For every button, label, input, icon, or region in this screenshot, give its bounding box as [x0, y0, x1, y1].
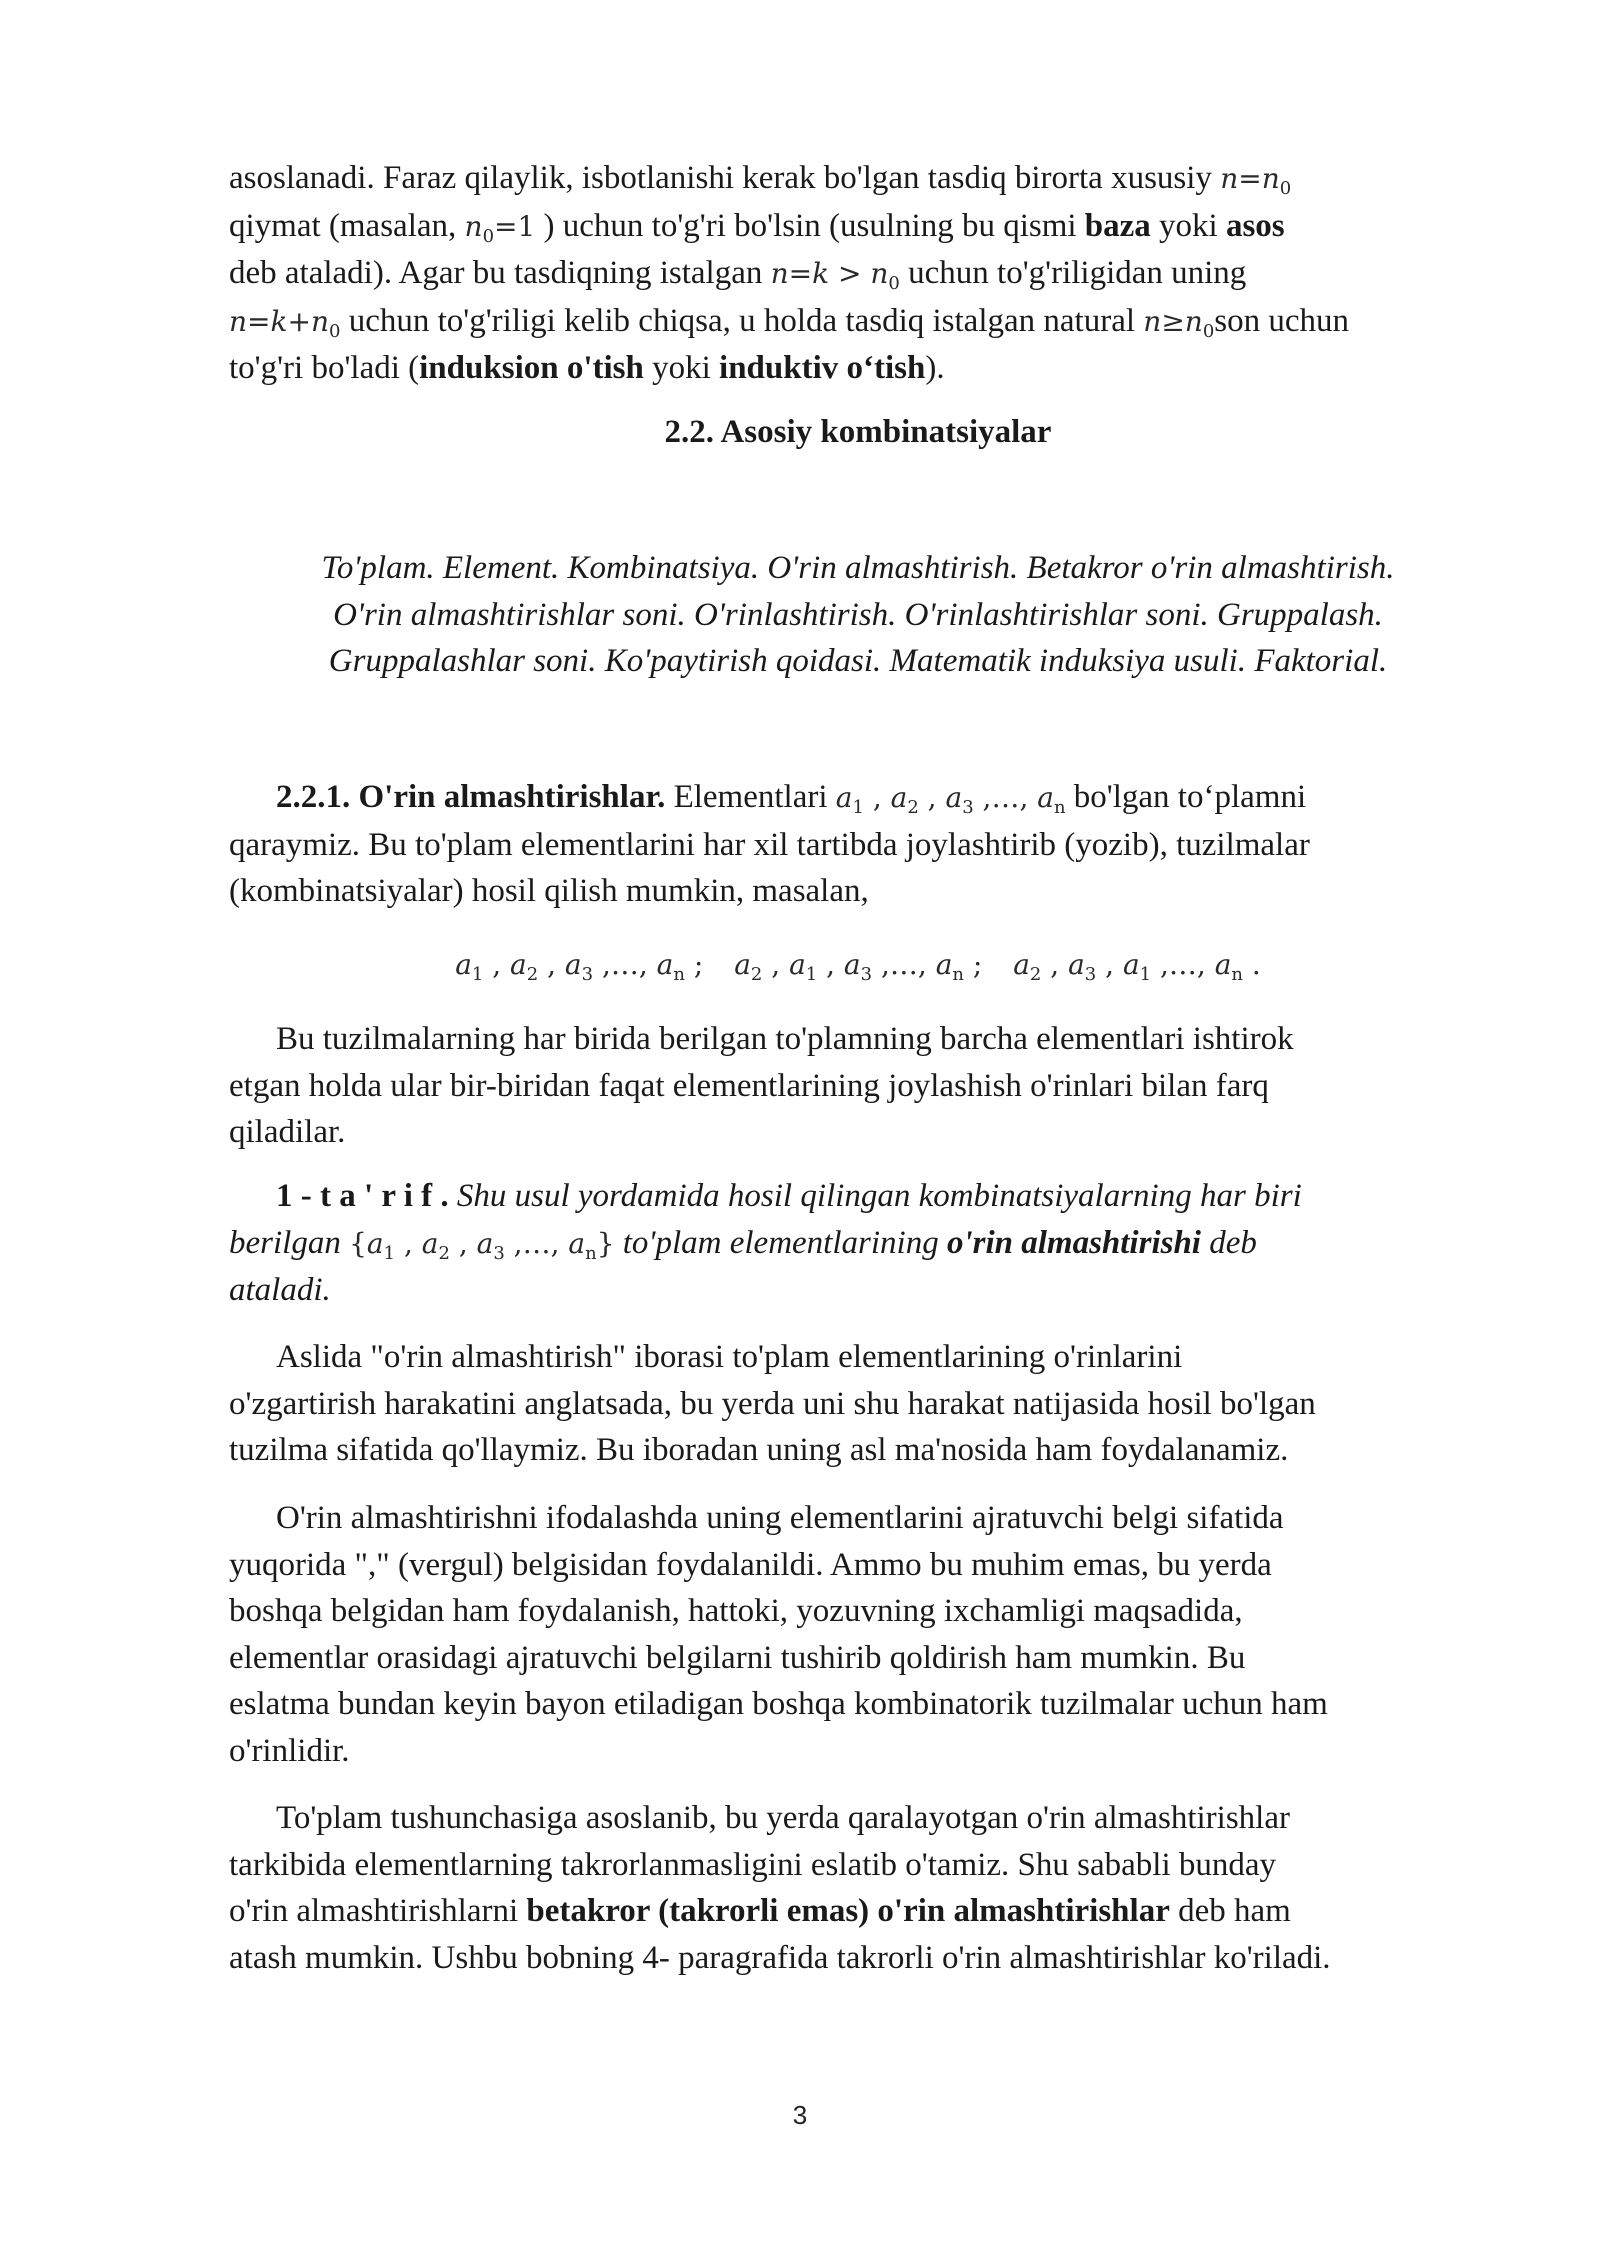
inline-math: $n=k > n_0$: [770, 257, 900, 294]
text-line: [229, 1381, 1487, 1428]
text-run: asoslanadi. Faraz qilaylik, isbotlanishi kerak bo'lgan tasdiq birorta xususiy: [229, 160, 1221, 196]
italic-text: to'plam elementlarining: [614, 1224, 947, 1261]
text-line: [229, 1795, 1487, 1842]
bold-term: 2.2.1. O'rin almashtirishlar.: [276, 779, 666, 815]
text-run: Aslida "o'rin almashtirish" iborasi to'plam elementlarining o'rinlarini: [276, 1339, 1183, 1375]
inline-math: $n=n_0$: [1220, 162, 1292, 199]
text-run: o'zgartirish harakatini anglatsada, bu yerda uni shu harakat natijasida hosil bo'lgan: [229, 1385, 1316, 1422]
text-line: [229, 1109, 1487, 1156]
text-run: boshqa belgidan ham foydalanish, hattoki, yozuvning ixchamligi maqsadida,: [229, 1593, 1243, 1629]
text-run: etgan holda ular bir-biridan faqat elementlarining joylashish o'rinlari bilan farq: [229, 1067, 1269, 1104]
text-line: [229, 1542, 1487, 1589]
text-line: [229, 1334, 1487, 1381]
separator-paragraph: [229, 1495, 1487, 1774]
text-run: atash mumkin. Ushbu bobning 4- paragrafida takrorli o'rin almashtirishlar ko'riladi.: [229, 1939, 1331, 1976]
text-line: [229, 1588, 1487, 1635]
text-line: [229, 1220, 1487, 1268]
page-number: 3: [792, 2100, 808, 2130]
text-line: [229, 1888, 1487, 1935]
bold-term: induktiv o‘tish: [719, 350, 926, 386]
text-run: O'rin almashtirishni ifodalashda uning elementlarini ajratuvchi belgi sifatida: [276, 1500, 1284, 1536]
text-line: [229, 774, 1487, 822]
italic-text: berilgan: [229, 1224, 350, 1261]
text-line: [229, 822, 1487, 869]
text-run: deb ham: [1169, 1893, 1291, 1929]
text-run: Bu tuzilmalarning har birida berilgan to'plamning barcha elementlari ishtirok: [276, 1021, 1294, 1057]
text-line: [229, 1173, 1487, 1220]
permutation-examples-formula: [229, 942, 1487, 990]
section-title: 2.2. Asosiy kombinatsiyalar: [664, 414, 1052, 450]
text-line: [229, 298, 1487, 346]
text-line: [229, 1267, 1487, 1314]
text-run: qiladilar.: [229, 1114, 346, 1150]
text-line: [229, 345, 1487, 392]
bold-term: betakror (takrorli emas) o'rin almashtirishlar: [526, 1893, 1170, 1929]
keywords-block: [229, 545, 1487, 685]
text-line: [229, 1728, 1487, 1775]
text-line: [229, 155, 1487, 203]
inline-math: $a_1$ , $a_2$ , $a_3$ ,…, $a_n$: [835, 781, 1066, 818]
text-run: deb ataladi). Agar bu tasdiqning istalgan: [229, 255, 771, 291]
text-line: [229, 203, 1487, 251]
induction-paragraph: [229, 155, 1487, 392]
text-run: qaraymiz. Bu to'plam elementlarini har xil tartibda joylashtirib (yozib), tuzilmalar: [229, 826, 1310, 863]
text-run: uchun to'g'riligi kelib chiqsa, u holda tasdiq istalgan natural: [340, 302, 1144, 339]
text-run: tarkibida elementlarning takrorlanmasligini eslatib o'tamiz. Shu sababli bunday: [229, 1846, 1277, 1883]
italic-text: ataladi.: [229, 1272, 331, 1308]
keyword-line: O'rin almashtirishlar soni. O'rinlashtirish. O'rinlashtirishlar soni. Gruppalash.: [333, 596, 1383, 633]
text-run: yoki: [1150, 207, 1226, 244]
italic-text: deb: [1200, 1224, 1257, 1261]
definition-1-paragraph: [229, 1173, 1487, 1314]
betakror-paragraph: [229, 1795, 1487, 1981]
difference-paragraph: [229, 1016, 1487, 1156]
text-run: o'rinlidir.: [229, 1732, 350, 1769]
keyword-line: To'plam. Element. Kombinatsiya. O'rin almashtirish. Betakror o'rin almashtirish.: [321, 550, 1395, 586]
text-run: yuqorida "," (vergul) belgisidan foydalanildi. Ammo bu muhim emas, bu yerda: [229, 1546, 1272, 1583]
text-run: elementlar orasidagi ajratuvchi belgilarni tushirib qoldirish ham mumkin. Bu: [229, 1639, 1246, 1676]
text-run: yoki: [643, 350, 720, 386]
bold-term: 1 - t a ' r i f .: [276, 1178, 449, 1214]
bold-term: induksion o'tish: [419, 350, 644, 386]
text-run: to'g'ri bo'ladi (: [229, 350, 420, 386]
text-run: o'rin almashtirishlarni: [229, 1893, 527, 1929]
bold-term: asos: [1225, 207, 1285, 244]
italic-text: Shu usul yordamida hosil qilingan kombinatsiyalarning har biri: [448, 1178, 1302, 1214]
text-run: To'plam tushunchasiga asoslanib, bu yerda qaralayotgan o'rin almashtirishlar: [276, 1800, 1290, 1836]
text-line: [229, 250, 1487, 298]
text-line: [229, 1427, 1487, 1474]
permutation-example: $a_1$ , $a_2$ , $a_3$ ,…, $a_n$ ;: [455, 948, 713, 985]
text-run: eslatma bundan keyin bayon etiladigan boshqa kombinatorik tuzilmalar uchun ham: [229, 1686, 1328, 1722]
text-run: tuzilma sifatida qo'llaymiz. Bu iboradan uning asl ma'nosida ham foydalanamiz.: [229, 1432, 1289, 1468]
text-run: (kombinatsiyalar) hosil qilish mumkin, masalan,: [229, 873, 869, 909]
text-run: qiymat (masalan,: [229, 207, 465, 244]
bold-term: baza: [1084, 207, 1151, 244]
aslida-paragraph: [229, 1334, 1487, 1474]
inline-math: $n\ge n_0$: [1143, 304, 1215, 342]
text-run: ).: [925, 350, 945, 386]
text-run: Elementlari: [665, 779, 836, 815]
text-line: [229, 1935, 1487, 1982]
permutation-example: $a_2$ , $a_3$ , $a_1$ ,…, $a_n$ .: [1013, 948, 1261, 985]
keyword-line: Gruppalashlar soni. Ko'paytirish qoidasi. Matematik induksiya usuli. Faktorial.: [328, 643, 1388, 679]
text-line: [229, 1681, 1487, 1728]
inline-math: {$a_1$ , $a_2$ , $a_3$ ,…, $a_n$}: [349, 1226, 615, 1264]
inline-math: $n_0=1$: [464, 209, 536, 247]
inline-math: $n=k+n_0$: [229, 304, 341, 342]
subsection-intro-paragraph: [229, 774, 1487, 915]
text-run: bo'lgan to‘plamni: [1065, 779, 1307, 815]
text-line: [229, 1495, 1487, 1542]
text-line: [229, 868, 1487, 915]
text-run: ) uchun to'g'ri bo'lsin (usulning bu qismi: [535, 207, 1085, 244]
defined-term: o'rin almashtirishi: [946, 1224, 1201, 1261]
permutation-example: $a_2$ , $a_1$ , $a_3$ ,…, $a_n$ ;: [734, 948, 992, 985]
text-run: son uchun: [1214, 302, 1350, 339]
text-line: [229, 1063, 1487, 1110]
text-line: [229, 1842, 1487, 1889]
text-line: [229, 1016, 1487, 1063]
text-line: [229, 1635, 1487, 1682]
text-run: uchun to'g'riligidan uning: [899, 255, 1247, 291]
